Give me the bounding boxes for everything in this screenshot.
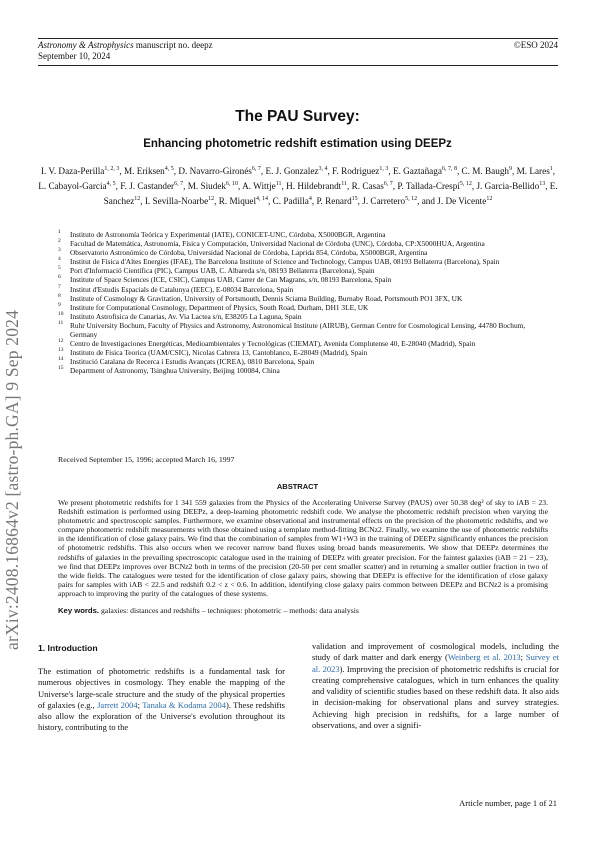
author [476,181,545,191]
citation-separator: ; [520,652,526,663]
keywords [58,606,548,615]
affiliation-item [58,248,548,257]
intro-left-column [38,666,285,734]
author [393,166,457,176]
paper-title: The PAU Survey: [235,108,360,125]
author [286,181,347,191]
author [124,166,174,176]
author-affiliation-marks: 11 [275,181,282,188]
affiliation-item [58,275,548,284]
author-name: J. De Vicente [437,196,487,207]
author-conjunction: and [421,196,438,207]
affiliation-number: 11 [58,319,64,326]
affiliation-item [58,339,548,348]
author-affiliation-marks: 5, 12 [459,181,472,188]
author-affiliation-marks: 6, 7, 8 [441,166,457,172]
author-name: I. V. Daza-Perilla [40,166,105,177]
journal-name: Astronomy & Astrophysics [38,40,134,50]
arxiv-stamp [2,230,32,650]
received-dates: Received September 15, 1996; accepted March 16, 1997 [58,455,235,464]
author [437,196,492,206]
author-name: M. Eriksen [123,166,165,177]
author-name: R. Casas [351,181,384,192]
affiliation-text: Institució Catalana de Recerca i Estudis Avançats (ICREA), 0810 Barcelona, Spain [70,357,315,367]
author [41,166,119,176]
author-affiliation-marks: 1, 2, 3 [104,166,120,172]
affiliation-item [58,285,548,294]
affiliation-item [58,357,548,366]
author-name: E. Gaztañaga [392,166,442,177]
intro-left-text-1: The estimation of photometric redshifts is a fundamental task for numerous objectives in cosmology. They enable the mapping of the Universe's large-scale structure and the study of the physical properties of galaxies (e.g., [38,666,285,710]
author-name: A. Wittje [242,181,276,192]
affiliation-text: Instituto de Fisica Teorica (UAM/CSIC), Nicolas Cabrera 13, Cantoblanco, E-28049 (Madrid), Spain [70,348,368,358]
author-affiliation-marks: 4, 5 [106,181,116,188]
affiliation-item [58,366,548,375]
author [273,196,312,206]
affiliation-text: Institute for Computational Cosmology, Department of Physics, South Road, Durham, DH1 3LE, UK [70,302,369,312]
author-affiliation-marks: 12 [134,196,141,203]
affiliation-number: 2 [58,238,61,245]
paper-subtitle: Enhancing photometric redshift estimation using DEEPz [143,138,452,150]
affiliation-text: Ruhr University Bochum, Faculty of Physics and Astronomy, Astronomical Institute (AIRUB), German Centre for Cosmological Lensing, 44780 Bochum, Germany [70,320,526,340]
affiliation-number: 14 [58,356,64,363]
author-name: F. J. Castander [120,181,175,192]
author-affiliation-marks: 13 [539,181,546,188]
author-affiliation-marks: 4 [308,196,312,203]
affiliation-number: 7 [58,283,61,290]
citation-separator: ; [137,699,143,710]
author-name: E. Sanchez [103,181,558,207]
author-name: P. Renard [316,196,352,207]
citation-link[interactable]: Tanaka & Kodama 2004 [142,699,226,710]
citation-link[interactable]: Weinberg et al. 2013 [447,652,521,663]
affiliation-text: Instituto de Astronomía Teórica y Experimental (IATE), CONICET-UNC, Córdoba, X5000BGR, Argentina [70,230,386,239]
author-affiliation-marks: 1 [549,166,553,172]
affiliation-text: Department of Astronomy, Tsinghua University, Beijing 100084, China [70,366,280,376]
affiliation-number: 4 [58,256,61,263]
intro-right-text-1: validation and improvement of cosmological models, including the study of dark matter and dark energy ( [312,641,559,663]
affiliation-number: 13 [58,347,64,354]
author-name: F. Rodriguez [332,166,380,177]
header-date: September 10, 2024 [38,51,111,61]
author-affiliation-marks: 6, 10 [226,181,238,188]
affiliation-item [58,294,548,303]
affiliation-item [58,239,548,248]
author-affiliation-marks: 9 [509,166,513,172]
affiliation-text: Institute of Space Sciences (ICE, CSIC), Campus UAB, Carrer de Can Magrans, s/n, 08193 Barcelona, Spain [70,275,392,285]
author-affiliation-marks: 11 [341,181,348,188]
author-affiliation-marks: 5, 12 [405,196,418,203]
author-name: J. Garcia-Bellido [476,181,540,192]
affiliation-text: Observatorio Astronómico de Córdoba, Universidad Nacional de Córdoba, Laprida 854, Córdoba, X5000BGR, Argentina [70,248,428,258]
affiliation-number: 8 [58,292,61,299]
author-affiliation-marks: 15 [351,196,358,203]
author-name: C. M. Baugh [461,166,510,177]
author [178,166,260,176]
keywords-text: galaxies: distances and redshifts – techniques: photometric – methods: data analysis [100,606,359,615]
author [188,181,238,191]
affiliation-text: Centro de Investigaciones Energéticas, Medioambientales y Tecnológicas (CIEMAT), Avenida Complutense 40, E-28040 (Madrid), Spain [70,339,476,349]
affiliation-number: 6 [58,274,61,281]
affiliation-text: Port d'Informació Científica (PIC), Campus UAB, C. Albareda s/n, 08193 Bellaterra (Barcelona), Spain [70,266,375,276]
author [352,181,393,191]
affiliation-list [58,230,548,376]
author [120,181,183,191]
author [242,181,281,191]
affiliation-text: Institute of Cosmology & Gravitation, University of Portsmouth, Dennis Sciama Building, Burnaby Road, Portsmouth PO1 3FX, UK [70,293,463,303]
author-affiliation-marks: 6, 7 [174,181,184,188]
author-name: M. Lares [516,166,550,177]
affiliation-number: 9 [58,301,61,308]
header-rule-top [38,38,558,39]
copyright: ©ESO 2024 [513,40,558,50]
affiliation-item [58,303,548,312]
author-name: P. Tallada-Crespí [397,181,460,192]
author [332,166,388,176]
page-footer: Article number, page 1 of 21 [459,798,557,808]
author [38,181,115,191]
affiliation-item [58,348,548,357]
author [517,166,553,176]
author [219,196,268,206]
author-name: E. J. Gonzalez [265,166,319,177]
intro-right-text-2: ). Improving the precision of photometric redshifts is crucial for creating comprehensive catalogues, which in turn enhances the quality and validity of scientific studies based on these redshift data. It also aids in decision-making for observational plans and survey strategies. Achieving high precision in redshifts, for a large number of observations, and over a signifi- [312,663,559,731]
header-rule-bottom [38,65,558,66]
affiliation-item [58,257,548,266]
author-affiliation-marks: 6, 7 [383,181,393,188]
affiliation-text: Facultad de Matemática, Astronomía, Física y Computación, Universidad Nacional de Córdoba (UNC), Córdoba, CP:X5000HUA, Argentina [70,239,485,249]
intro-right-column [312,641,559,731]
affiliation-item [58,312,548,321]
author [316,196,357,206]
author-name: M. Siudek [187,181,226,192]
keywords-label: Key words. [58,606,100,615]
abstract-heading: ABSTRACT [276,482,319,491]
author-affiliation-marks: 3, 4 [318,166,328,172]
author [397,181,471,191]
affiliation-number: 5 [58,265,61,272]
affiliation-item [58,230,548,239]
affiliation-number: 15 [58,365,64,372]
author [362,196,417,206]
author-name: I. Sevilla-Noarbe [144,196,209,207]
affiliation-number: 12 [58,338,64,345]
author-name: H. Hildebrandt [286,181,342,192]
affiliation-item [58,266,548,275]
author-name: D. Navarro-Gironés [178,166,252,177]
author [265,166,327,176]
running-header [38,40,558,62]
affiliation-number: 3 [58,247,61,254]
author-affiliation-marks: 12 [486,196,493,203]
author-name: C. Padilla [272,196,309,207]
abstract-text: We present photometric redshifts for 1 341 559 galaxies from the Physics of the Accelerating Universe Survey (PAUS) over 50.38 deg² of sky to iAB = 23. Redshift estimation is performed using DEEPz, a deep-learning photometric redshift code. We analyse the photometric redshift precision when varying the photometric and spectroscopic samples. Furthermore, we examine observational and instrumental effects on the precision of the photometric redshifts, and we compare photometric redshift measurements with those obtained using a template method-fitting BCNz2. Finally, we examine the use of photometric redshifts in the identification of close galaxy pairs. We find that the combination of samples from W1+W3 in the training of DEEPz significantly enhances the precision of photometric redshifts. This also occurs when we recover narrow band fluxes using broad bands measurements. We show that DEEPz determines the redshifts of galaxies in the prevailing spectroscopic catalogue used in the training of DEEPz with greater precision. For the faintest galaxies (iAB = 21 − 23), we find that DEEPz improves over BCNz2 both in terms of the precision (20-50 per cent smaller scatter) and in returning a smaller outlier fraction in two of the wide fields. The catalogues were tested for the identification of close galaxy pairs, showing that DEEPz is effective for the identification of close galaxy pairs for samples with iAB < 22.5 and redshift 0.2 < z < 0.6. In addition, identifying close galaxy pairs common between DEEPz and BCNz2 is a promising approach to improving the purity of the catalogues of these systems. [58,498,548,598]
affiliation-text: Institut d'Estudis Espacials de Catalunya (IEEC), E-08034 Barcelona, Spain [70,284,294,294]
affiliation-text: Instituto Astrofisica de Canarias, Av. Via Lactea s/n, E38205 La Laguna, Spain [70,311,302,321]
intro-left-text-2: ). These redshifts also allow the exploration of the Universe's evolution throughout its history, contributing to the [38,699,285,733]
author-name: R. Miquel [218,196,257,207]
affiliation-text: Institut de Física d'Altes Energies (IFAE), The Barcelona Institute of Science and Technology, Campus UAB, 08193 Bellaterra (Barcelona), Spain [70,257,500,267]
author-affiliation-marks: 12 [208,196,215,203]
manuscript-id: manuscript no. deepz [133,40,213,50]
affiliation-item [58,321,548,339]
author-name: J. Carretero [362,196,406,207]
citation-link[interactable]: Survey et al. 2023 [312,652,559,674]
affiliation-number: 10 [58,310,64,317]
author-affiliation-marks: 6, 7 [251,166,261,172]
arxiv-stamp-text: arXiv:2408.16864v2 [astro-ph.GA] 9 Sep 2024 [2,309,22,650]
affiliation-number: 1 [58,229,61,235]
author-name: L. Cabayol-Garcia [38,181,107,192]
author-list: I. V. Daza-Perilla$^{1, 2, 3}$, M. Eriksen$^{4, 5}$, D. Navarro-Gironés$^{6, 7}$, E. J. Gonzalez$^{3, 4}$, F. Rodriguez$^{1, 3}$, E. Gaztañaga$^{6, 7, 8}$, C. M. Baugh$^9$, M. Lares$^1$, L. Cabayol-Garcia$^{4, 5}$, F. J. Castander$^{6, 7}$, M. Siudek$^{6, 10}$, A. Wittje$^{11}$, H. Hildebrandt$^{11}$, R. Casas$^{6, 7}$, P. Tallada-Crespí$^{5, 12}$, J. Garcia-Bellido$^{13}$, E. Sanchez$^{12}$, I. Sevilla-Noarbe$^{12}$, R. Miquel$^{4, 14}$, C. Padilla$^4$, P. Renard$^{15}$, J. Carretero$^{5, 12}$, and J. De Vicente$^{12}$ [38,166,558,207]
section-heading: 1. Introduction [38,643,98,653]
author-affiliation-marks: 1, 3 [379,166,389,172]
author [145,196,214,206]
author [462,166,512,176]
citation-link[interactable]: Jarrett 2004 [97,699,138,710]
author-affiliation-marks: 4, 14 [256,196,269,203]
author-affiliation-marks: 4, 5 [164,166,174,172]
